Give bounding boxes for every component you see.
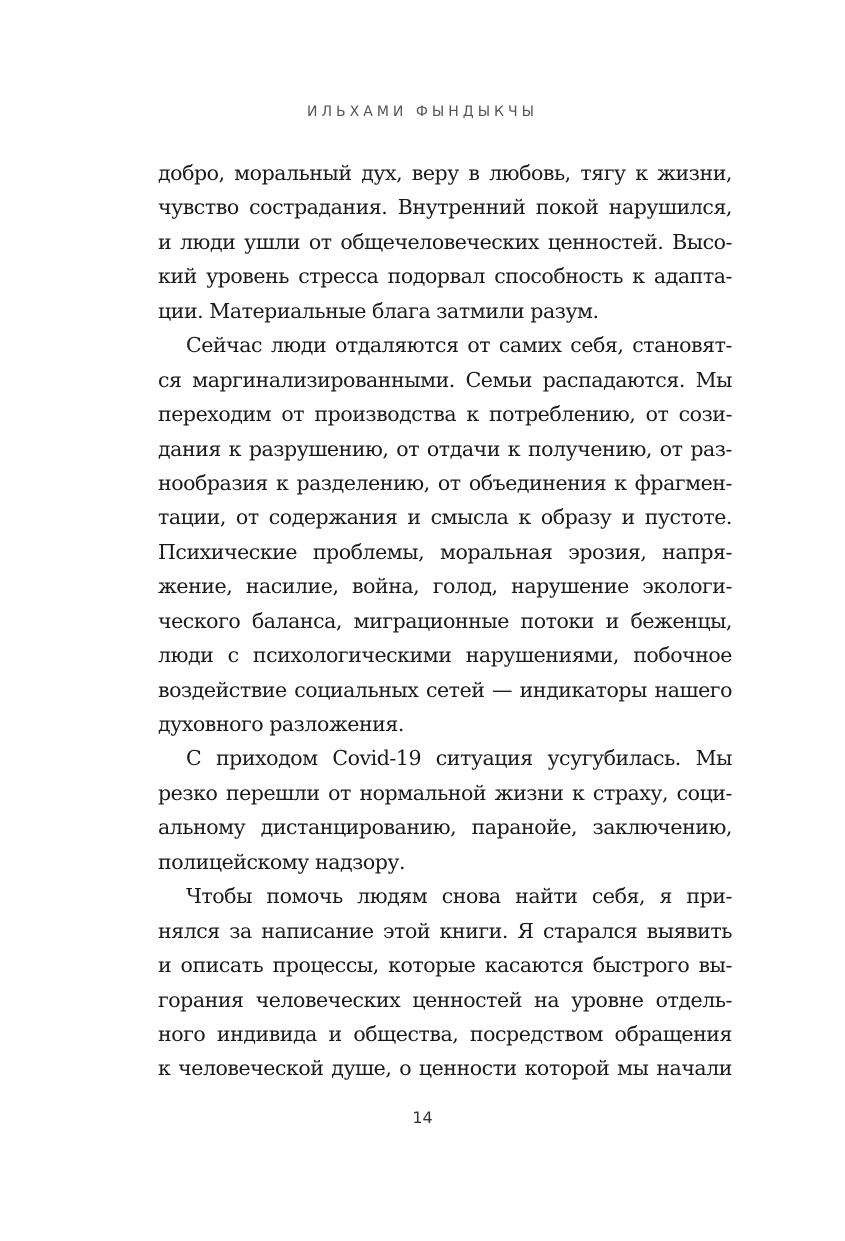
text-line: С приходом Covid-19 ситуация усугубилась. Мы <box>186 746 732 771</box>
text-line: Чтобы помочь людям снова найти себя, я при- <box>186 884 732 909</box>
text-line: Сейчас люди отдаляются от самих себя, становят- <box>186 333 732 358</box>
text-line: Психические проблемы, моральная эрозия, напря- <box>158 539 732 564</box>
running-head: ИЛЬХАМИ ФЫНДЫКЧЫ <box>307 104 538 120</box>
text-line: тации, от содержания и смысла к образу и пустоте. <box>158 505 732 530</box>
body-text <box>158 156 732 1086</box>
text-line: ся маргинализированными. Семьи распадаются. Мы <box>158 367 732 392</box>
paragraph-3 <box>158 741 732 879</box>
text-line: кий уровень стресса подорвал способность к адапта- <box>158 264 732 289</box>
paragraph-4 <box>158 879 732 1086</box>
text-line: полицейскому надзору. <box>158 849 406 874</box>
text-line: к человеческой душе, о ценности которой мы начали <box>158 1056 732 1081</box>
text-line: переходим от производства к потреблению, от сози- <box>158 402 732 427</box>
text-line: чувство сострадания. Внутренний покой нарушился, <box>158 195 732 220</box>
text-line: и описать процессы, которые касаются быстрого вы- <box>158 953 732 978</box>
text-line: нообразия к разделению, от объединения к фрагмен- <box>158 470 732 495</box>
text-line: ции. Материальные блага затмили разум. <box>158 298 599 323</box>
text-line: люди с психологическими нарушениями, побочное <box>158 643 732 668</box>
text-line: и люди ушли от общечеловеческих ценностей. Высо- <box>158 229 732 254</box>
text-line: нялся за написание этой книги. Я старался выявить <box>158 918 732 943</box>
text-line: резко перешли от нормальной жизни к страху, соци- <box>158 780 732 805</box>
page-number: 14 <box>412 1108 433 1127</box>
text-line: жение, насилие, война, голод, нарушение экологи- <box>158 574 732 599</box>
text-line: ного индивида и общества, посредством обращения <box>158 1021 732 1046</box>
text-line: ческого баланса, миграционные потоки и беженцы, <box>158 608 732 633</box>
paragraph-2 <box>158 328 732 741</box>
paragraph-1 <box>158 156 732 328</box>
text-line: дания к разрушению, от отдачи к получению, от раз- <box>158 436 732 461</box>
text-line: горания человеческих ценностей на уровне отдель- <box>158 987 732 1012</box>
text-line: альному дистанцированию, паранойе, заключению, <box>158 815 732 840</box>
text-line: воздействие социальных сетей — индикаторы нашего <box>158 677 732 702</box>
text-line: добро, моральный дух, веру в любовь, тягу к жизни, <box>158 161 732 185</box>
text-line: духовного разложения. <box>158 712 404 736</box>
